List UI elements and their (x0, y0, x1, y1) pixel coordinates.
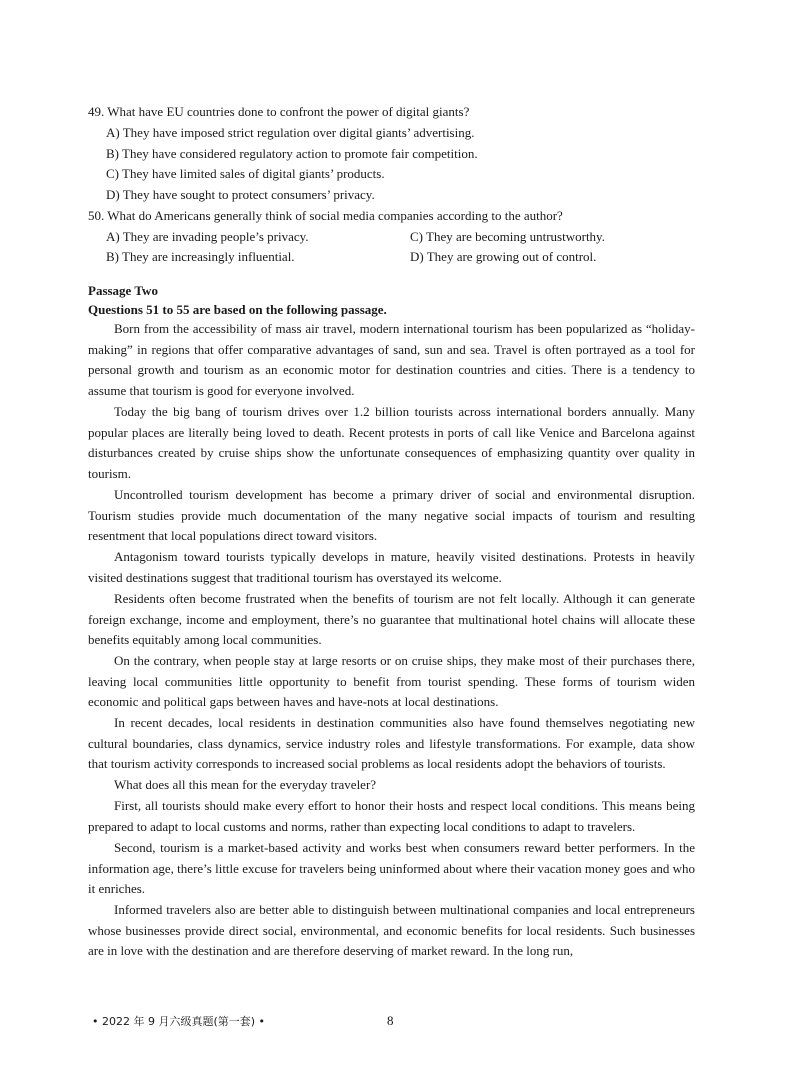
paragraph-9: First, all tourists should make every effort to honor their hosts and respect local conditions. This means being prepared to adapt to local customs and norms, rather than expecting local conditions to adapt to travelers. (88, 798, 695, 834)
question-50: 50. What do Americans generally think of social media companies according to the author? (88, 208, 563, 223)
option-49-c: C) They have limited sales of digital giants’ products. (106, 166, 385, 181)
option-50-c: C) They are becoming untrustworthy. (410, 229, 605, 244)
paragraph-6: On the contrary, when people stay at large resorts or on cruise ships, they make most of their purchases there, leaving local communities little opportunity to benefit from tourist spending. These forms of tourism widen economic and political gaps between haves and have-nots at local destinations. (88, 653, 695, 710)
passage-title: Passage Two (88, 283, 158, 298)
option-50-d: D) They are growing out of control. (410, 249, 597, 264)
paragraph-5: Residents often become frustrated when the benefits of tourism are not felt locally. Although it can generate foreign exchange, income and employment, there’s no guarantee that multinational hotel chains will allocate these benefits equitably among local communities. (88, 591, 695, 648)
paragraph-2: Today the big bang of tourism drives over 1.2 billion tourists across international borders annually. Many popular places are literally being loved to death. Recent protests in ports of call like Venice and Barcelona against disturbances created by cruise ships show the unfortunate consequences of emphasizing quantity over quality in tourism. (88, 404, 695, 481)
paragraph-10: Second, tourism is a market-based activity and works best when consumers reward better performers. In the information age, there’s little excuse for travelers being uninformed about where their vacation money goes and who it enriches. (88, 840, 695, 897)
option-50-b: B) They are increasingly influential. (106, 249, 295, 264)
paragraph-4: Antagonism toward tourists typically develops in mature, heavily visited destinations. Protests in heavily visited destinations suggest that traditional tourism has overstayed its welcome. (88, 549, 695, 585)
paragraph-8: What does all this mean for the everyday traveler? (114, 777, 377, 792)
passage-intro: Questions 51 to 55 are based on the following passage. (88, 302, 387, 317)
paragraph-7: In recent decades, local residents in destination communities also have found themselves negotiating new cultural boundaries, class dynamics, service industry roles and lifestyle transformations. For example, data show that tourism activity corresponds to increased social problems as local residents adopt the behaviors of tourists. (88, 715, 695, 772)
question-49: 49. What have EU countries done to confront the power of digital giants? (88, 104, 470, 119)
page-number: 8 (387, 1013, 394, 1028)
option-50-a: A) They are invading people’s privacy. (106, 229, 309, 244)
option-49-a: A) They have imposed strict regulation over digital giants’ advertising. (106, 125, 475, 140)
option-49-b: B) They have considered regulatory action to promote fair competition. (106, 146, 478, 161)
exam-source-footer: • 2022 年 9 月六级真题(第一套) • (92, 1015, 266, 1028)
paragraph-1: Born from the accessibility of mass air travel, modern international tourism has been popularized as “holiday-making” in regions that offer comparative advantages of sand, sun and sea. Travel is often portrayed as a tool for personal growth and tourism as an economic motor for destination countries and cities. There is a tendency to assume that tourism is good for everyone involved. (88, 321, 695, 398)
option-49-d: D) They have sought to protect consumers’ privacy. (106, 187, 375, 202)
paragraph-3: Uncontrolled tourism development has become a primary driver of social and environmental disruption. Tourism studies provide much documentation of the many negative social impacts of tourism and resulting resentment that local populations direct toward visitors. (88, 487, 695, 544)
paragraph-11: Informed travelers also are better able to distinguish between multinational companies and local entrepreneurs whose businesses provide direct social, environmental, and economic benefits for local residents. Such businesses are in love with the destination and are therefore deserving of market reward. In the long run, (88, 902, 695, 959)
